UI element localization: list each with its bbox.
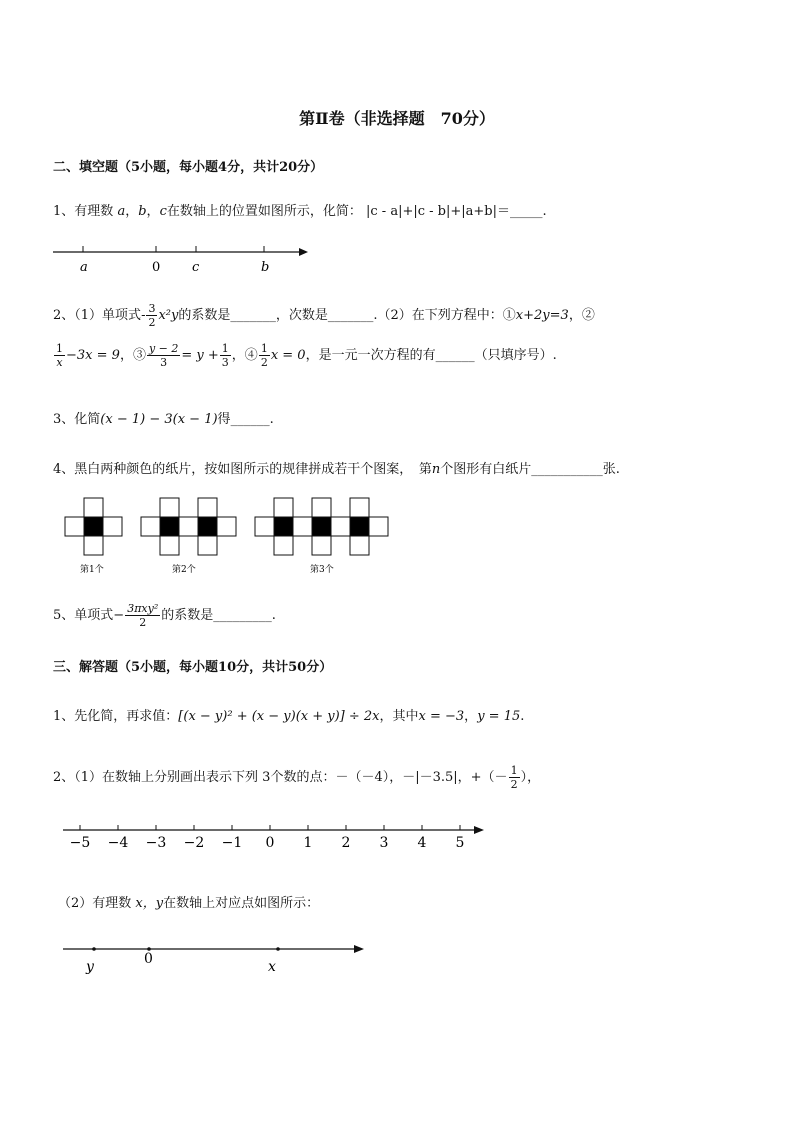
numerator: y − 2 (148, 342, 179, 355)
question-text: （1）单项式 (74, 308, 142, 323)
question-text: ，其中 (379, 709, 419, 724)
tick-label: 1 (303, 835, 313, 851)
section-3-heading: 三、解答题（5小题，每小题10分，共计50分） (53, 660, 333, 675)
var-a: a (117, 204, 126, 219)
answer-blank[interactable]: ______ (230, 412, 270, 427)
question-number: 5、 (53, 608, 75, 623)
tick-label: −4 (107, 835, 129, 851)
question-number: 3、 (53, 412, 75, 427)
question-text: 有理数 (74, 204, 114, 219)
axis-label-zero: 0 (144, 951, 153, 967)
question-number: 1、 (53, 709, 75, 724)
caption-fig-2: 第2个 (172, 565, 196, 575)
answer-blank[interactable]: _______ (230, 308, 276, 323)
tick-label: −5 (69, 835, 91, 851)
question-text: 在数轴上对应点如图所示： (163, 896, 320, 911)
tick-label: 3 (379, 835, 389, 851)
numerator: 1 (260, 342, 268, 355)
monomial: x²y (158, 308, 179, 323)
denominator: x (56, 356, 63, 369)
numerator: 1 (56, 342, 63, 355)
tile-pattern-figure (60, 494, 400, 582)
black-tile (198, 517, 217, 536)
white-tile (255, 517, 274, 536)
black-tile (274, 517, 293, 536)
axis-label-a: a (80, 260, 88, 275)
caption-fig-1: 第1个 (80, 565, 104, 575)
white-tile (217, 517, 236, 536)
question-2-2-line2 (53, 342, 557, 369)
equation-2: −3x = 9 (66, 348, 120, 363)
question-3-2 (53, 764, 540, 791)
answer-blank[interactable]: _____ (509, 204, 543, 219)
var-b: b (138, 204, 147, 219)
minus-sign: − (113, 608, 125, 623)
question-text: 黑白两种颜色的纸片，按如图所示的规律拼成若干个图案， (74, 462, 406, 477)
axis-label-x: x (268, 959, 276, 975)
question-text: （1）在数轴上分别画出表示下列 3个数的点：－（－4），－|－3.5|，+（－ (74, 770, 508, 785)
vars-xy: x，y (135, 896, 164, 911)
period: . (269, 412, 274, 427)
question-text: ，次数是 (275, 308, 328, 323)
fraction-3pixy2-2 (125, 602, 160, 629)
fraction-y-2-3 (147, 342, 180, 369)
question-text: 先化简，再求值： (74, 709, 179, 724)
var-n: n (431, 462, 441, 477)
question-2-1: 1、有理数 a，b，c在数轴上的位置如图所示，化简： |c - a|+|c - b|+|a+b|＝_____. (53, 204, 547, 219)
white-tile (350, 536, 369, 555)
question-2-3 (53, 408, 274, 427)
white-tile (274, 536, 293, 555)
point-x (276, 947, 280, 951)
question-text: 单项式 (74, 608, 114, 623)
answer-blank[interactable]: _________ (213, 608, 272, 623)
white-tile (369, 517, 388, 536)
fraction-1-3 (220, 342, 231, 369)
axis-label-b: b (261, 260, 270, 275)
fraction-1-2 (259, 342, 270, 369)
question-3-2-part2 (58, 892, 319, 911)
white-tile (65, 517, 84, 536)
denominator: 3 (221, 356, 229, 369)
period: . (542, 204, 547, 219)
question-text: 化简 (74, 412, 101, 427)
tick-group (70, 825, 465, 851)
number-line-3 (58, 936, 368, 976)
question-text: ，是一元一次方程的有 (305, 348, 436, 363)
white-tile (274, 498, 293, 517)
tick-label: −3 (145, 835, 167, 851)
answer-blank[interactable]: ___________ (531, 462, 603, 477)
var-c: c (159, 204, 167, 219)
white-tile (198, 536, 217, 555)
question-text: 个图形有白纸片 (440, 462, 532, 477)
section-2-heading: 二、填空题（5小题，每小题4分，共计20分） (53, 160, 324, 175)
question-text: 得 (217, 412, 231, 427)
question-2-4 (53, 458, 620, 477)
condition-x: x = −3 (418, 709, 465, 724)
period: . (520, 709, 525, 724)
question-number: 2、 (53, 770, 75, 785)
denominator: 2 (139, 616, 147, 629)
separator: ， (464, 709, 478, 724)
question-number: 4、 (53, 462, 75, 477)
denominator: 2 (148, 316, 156, 329)
white-tile (312, 498, 331, 517)
numerator: 3 (148, 302, 156, 315)
answer-blank[interactable]: _______ (327, 308, 374, 323)
question-text: （只填序号）. (474, 348, 557, 363)
fraction-1-2 (509, 764, 520, 791)
page-title: 第Ⅱ卷（非选择题 70分） (299, 109, 495, 128)
minus-sign: - (141, 308, 146, 323)
white-tile (293, 517, 312, 536)
question-text: ，③ (119, 348, 146, 363)
white-tile (141, 517, 160, 536)
fraction-3-2 (146, 302, 157, 329)
question-text: 第 (418, 462, 432, 477)
expression: (x − 1) − 3(x − 1) (100, 412, 218, 427)
tick-label: 2 (341, 835, 351, 851)
question-text: .（2）在下列方程中：① (373, 308, 516, 323)
question-2-5 (53, 602, 276, 629)
question-text: ，② (568, 308, 595, 323)
question-text: ，④ (231, 348, 258, 363)
question-number: 1、 (53, 204, 75, 219)
equation-4: x = 0 (270, 348, 306, 363)
tick-label: −2 (183, 835, 205, 851)
tick-label: 5 (455, 835, 465, 851)
white-tile (179, 517, 198, 536)
numerator: 1 (221, 342, 229, 355)
numerator: 1 (510, 764, 518, 777)
question-2-2-line1 (53, 302, 595, 329)
equation-3: = y + (181, 348, 219, 363)
denominator: 2 (260, 356, 268, 369)
question-text: ）， (520, 770, 541, 785)
condition-y: y = 15 (477, 709, 521, 724)
white-tile (198, 498, 217, 517)
black-tile (312, 517, 331, 536)
tick-label: 0 (265, 835, 275, 851)
abs-expression: |c - a|+|c - b|+|a+b|＝ (366, 204, 510, 219)
tile-group (65, 498, 388, 555)
tick-label: 4 (417, 835, 427, 851)
numerator: 3πxy² (127, 602, 159, 615)
white-tile (160, 536, 179, 555)
point-y (92, 947, 96, 951)
white-tile (84, 536, 103, 555)
white-tile (312, 536, 331, 555)
axis-label-c: c (192, 260, 200, 275)
white-tile (331, 517, 350, 536)
axis-label-y: y (86, 959, 94, 975)
white-tile (103, 517, 122, 536)
question-text: 在数轴上的位置如图所示，化简： (166, 204, 362, 219)
question-text: 的系数是 (161, 608, 214, 623)
question-text: 张. (602, 462, 620, 477)
white-tile (350, 498, 369, 517)
equation-1: x+2y=3 (515, 308, 569, 323)
denominator: 2 (510, 778, 518, 791)
caption-fig-3: 第3个 (310, 565, 334, 575)
question-text: （2）有理数 (58, 896, 132, 911)
fraction-1-x (54, 342, 65, 369)
expression: [(x − y)² + (x − y)(x + y)] ÷ 2x (178, 709, 380, 724)
black-tile (160, 517, 179, 536)
black-tile (84, 517, 103, 536)
axis-label-0: 0 (152, 260, 161, 275)
tick-label: −1 (221, 835, 243, 851)
number-line-1 (50, 238, 315, 278)
white-tile (160, 498, 179, 517)
black-tile (350, 517, 369, 536)
number-line-2 (58, 820, 488, 854)
question-text: 的系数是 (178, 308, 231, 323)
denominator: 3 (160, 356, 168, 369)
answer-blank[interactable]: ______ (435, 348, 475, 363)
white-tile (84, 498, 103, 517)
question-3-1 (53, 705, 524, 724)
period: . (271, 608, 276, 623)
question-number: 2、 (53, 308, 75, 323)
